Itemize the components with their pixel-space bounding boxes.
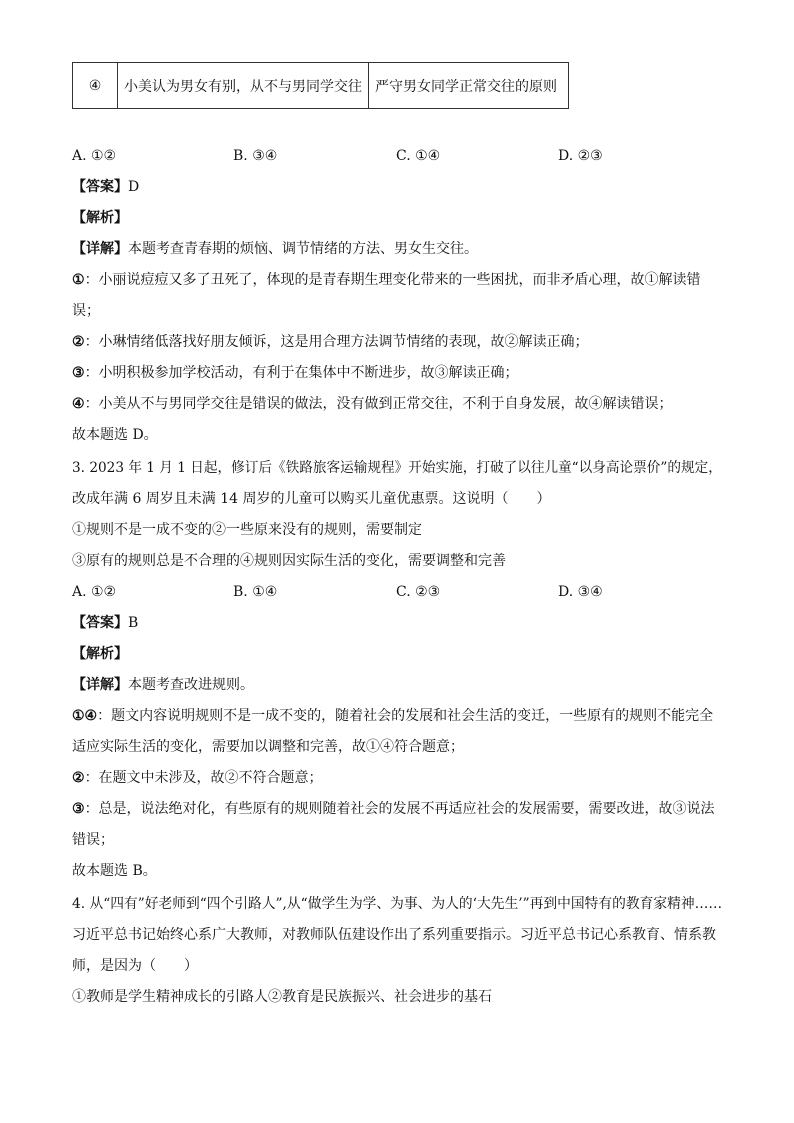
q3-option-a: A. ①② bbox=[72, 584, 117, 600]
table-cell-interpretation: 严守男女同学正常交往的原则 bbox=[369, 63, 569, 109]
q3-detail bbox=[72, 675, 254, 695]
point-text: ：小琳情绪低落找好朋友倾诉，这是用合理方法调节情绪的表现，故②解读正确； bbox=[84, 334, 589, 350]
detail-label: 【详解】 bbox=[72, 677, 128, 693]
q3-point-1-cont: 适应实际生活的变化，需要加以调整和完善，故①④符合题意； bbox=[72, 739, 464, 755]
q2-option-b: B. ③④ bbox=[233, 148, 278, 164]
point-number: ③ bbox=[72, 365, 85, 381]
q3-statements-1: ①规则不是一成不变的②一些原来没有的规则，需要制定 bbox=[72, 522, 422, 538]
q3-stem-line-2: 改成年满 6 周岁且未满 14 周岁的儿童可以购买儿童优惠票。这说明（ ） bbox=[72, 491, 551, 507]
q2-option-d: D. ②③ bbox=[558, 148, 603, 164]
table-cell-behavior: 小美认为男女有别，从不与男同学交往 bbox=[118, 63, 369, 109]
q3-statements-2: ③原有的规则总是不合理的④规则因实际生活的变化，需要调整和完善 bbox=[72, 553, 506, 569]
q4-stem-line-1: 4. 从“四有”好老师到“四个引路人”,从“做学生为学、为事、为人的‘大先生’”再到中国特有的教育家精神…… bbox=[72, 896, 723, 912]
q3-point-3-cont: 错误； bbox=[72, 832, 114, 848]
answer-value: D bbox=[128, 179, 140, 195]
q3-option-c: C. ②③ bbox=[396, 584, 441, 600]
detail-label: 【详解】 bbox=[72, 241, 128, 257]
point-number: ③ bbox=[72, 801, 85, 817]
point-text: ：题文内容说明规则不是一成不变的，随着社会的发展和社会生活的变迁，一些原有的规则不能完全 bbox=[97, 708, 714, 724]
answer-label: 【答案】 bbox=[72, 179, 128, 195]
table-row bbox=[73, 63, 569, 109]
point-number: ② bbox=[72, 770, 85, 786]
q2-point-3 bbox=[72, 363, 519, 383]
q2-point-1 bbox=[72, 270, 701, 290]
q2-conclusion: 故本题选 D。 bbox=[72, 427, 158, 443]
table-cell-number: ④ bbox=[73, 63, 118, 109]
detail-text: 本题考查青春期的烦恼、调节情绪的方法、男女生交往。 bbox=[128, 241, 478, 257]
q2-detail bbox=[72, 239, 478, 259]
q2-option-c: C. ①④ bbox=[396, 148, 441, 164]
options-table-fragment bbox=[72, 62, 569, 109]
q4-stem-line-2: 习近平总书记始终心系广大教师，对教师队伍建设作出了系列重要指示。习近平总书记心系教育、情系教 bbox=[72, 927, 716, 943]
point-text: ：小美从不与男同学交往是错误的做法，没有做到正常交往，不利于自身发展，故④解读错误； bbox=[84, 396, 673, 412]
q3-option-b: B. ①④ bbox=[233, 584, 278, 600]
point-text: ：小明积极参加学校活动，有利于在集体中不断进步，故③解读正确； bbox=[84, 365, 519, 381]
point-number: ④ bbox=[72, 396, 85, 412]
q2-option-a: A. ①② bbox=[72, 148, 117, 164]
point-text: ：在题文中未涉及，故②不符合题意； bbox=[84, 770, 323, 786]
q2-point-4 bbox=[72, 394, 673, 414]
q3-point-3 bbox=[72, 799, 715, 819]
answer-value: B bbox=[128, 615, 139, 631]
answer-label: 【答案】 bbox=[72, 615, 128, 631]
point-text: ：小丽说痘痘又多了丑死了，体现的是青春期生理变化带来的一些困扰，而非矛盾心理，故①解读错 bbox=[84, 272, 701, 288]
q4-stem-line-3: 师，是因为（ ） bbox=[72, 958, 198, 974]
q2-answer bbox=[72, 177, 139, 197]
q3-conclusion: 故本题选 B。 bbox=[72, 863, 157, 879]
q3-option-d: D. ③④ bbox=[558, 584, 603, 600]
q3-point-1 bbox=[72, 706, 713, 726]
q3-answer bbox=[72, 613, 138, 633]
q4-statements-1: ①教师是学生精神成长的引路人②教育是民族振兴、社会进步的基石 bbox=[72, 989, 492, 1005]
q2-point-2 bbox=[72, 332, 589, 352]
q3-analysis-label: 【解析】 bbox=[72, 646, 128, 662]
point-number: ② bbox=[72, 334, 85, 350]
point-number: ① bbox=[72, 272, 85, 288]
detail-text: 本题考查改进规则。 bbox=[128, 677, 254, 693]
q3-point-2 bbox=[72, 768, 323, 788]
point-text: ：总是，说法绝对化，有些原有的规则随着社会的发展不再适应社会的发展需要，需要改进，故③说法 bbox=[84, 801, 715, 817]
q2-point-1-cont: 误； bbox=[72, 303, 100, 319]
q2-analysis-label: 【解析】 bbox=[72, 210, 128, 226]
q3-stem-line-1: 3. 2023 年 1 月 1 日起，修订后《铁路旅客运输规程》开始实施，打破了以往儿童“以身高论票价”的规定， bbox=[72, 460, 722, 476]
point-number: ①④ bbox=[72, 708, 98, 724]
